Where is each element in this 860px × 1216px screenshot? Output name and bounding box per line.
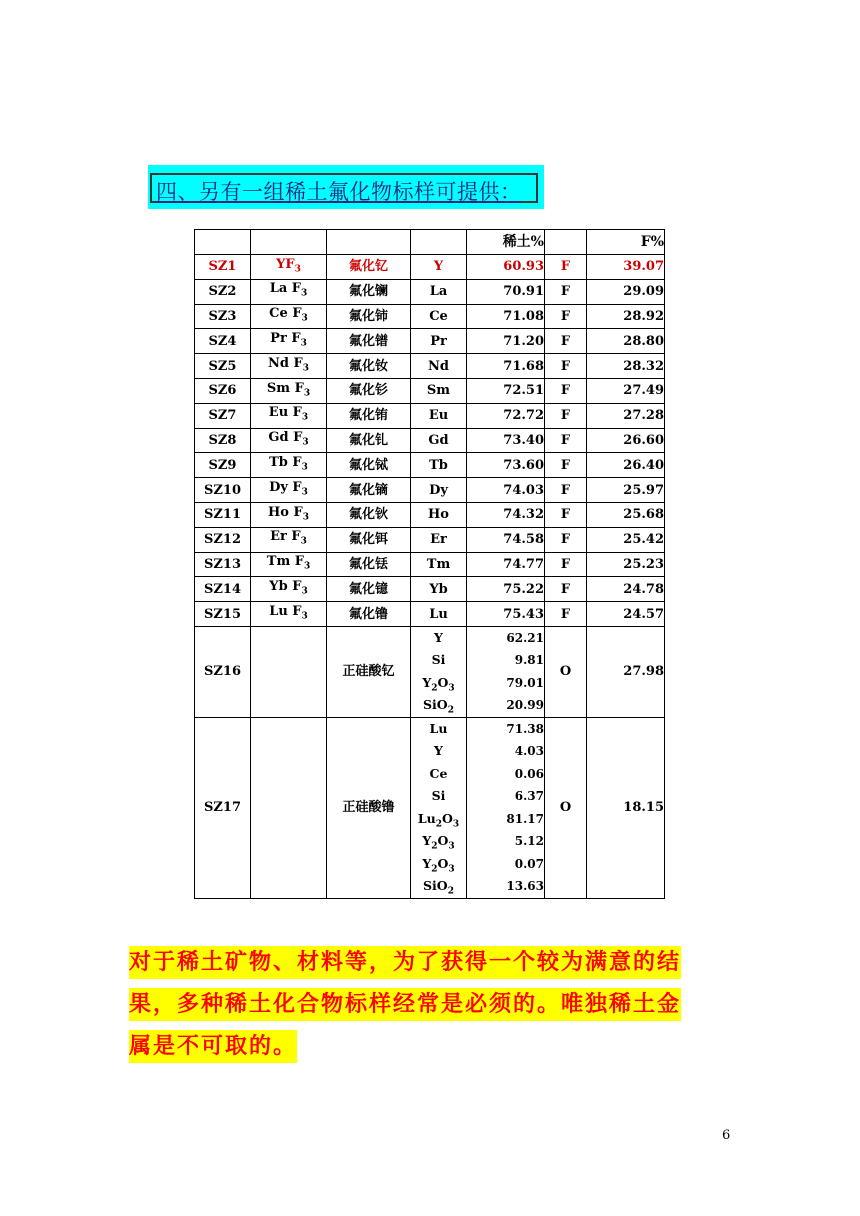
component-percent: 5.12 — [514, 834, 544, 849]
rare-earth-percent: 74.03 — [467, 478, 545, 503]
component-percent: 20.99 — [506, 698, 544, 713]
table-row — [195, 428, 665, 453]
chemical-formula: Gd $F_3$ — [251, 428, 327, 453]
sample-code: SZ1 — [195, 255, 251, 280]
formula-subscript: 3 — [301, 487, 308, 498]
chemical-formula: Ce $F_3$ — [251, 304, 327, 329]
table-row — [195, 403, 665, 428]
compound-name: 氟化镧 — [327, 279, 411, 304]
table-row-multi — [195, 717, 665, 898]
anion-percent: 28.92 — [587, 304, 665, 329]
rare-earth-percent: 71.08 — [467, 304, 545, 329]
formula-subscript: 3 — [294, 264, 301, 275]
anion-symbol: F — [545, 304, 587, 329]
element-symbol: Si — [431, 652, 446, 668]
table-header-row — [195, 230, 665, 255]
formula-subscript: 3 — [301, 586, 308, 597]
sample-code: SZ9 — [195, 453, 251, 478]
table-header-cell — [327, 230, 411, 255]
sample-code: SZ2 — [195, 279, 251, 304]
anion-symbol: F — [545, 329, 587, 354]
chemical-formula-empty — [251, 717, 327, 898]
anion-percent: 24.78 — [587, 577, 665, 602]
page-number: 6 — [722, 1128, 731, 1143]
fluoride-standards-table — [194, 229, 665, 899]
element-symbol: Er — [411, 527, 467, 552]
section-heading: 四、另有一组稀土氟化物标样可提供： — [156, 180, 522, 204]
table-row — [195, 453, 665, 478]
anion-percent: 28.80 — [587, 329, 665, 354]
chemical-formula-empty — [251, 626, 327, 717]
element-symbol: $Y_2O_3$ — [422, 855, 455, 875]
anion-percent: 28.32 — [587, 354, 665, 379]
formula-subscript: 3 — [300, 536, 307, 547]
table-row — [195, 255, 665, 280]
element-symbol: Ce — [429, 765, 448, 781]
rare-earth-percent: 74.32 — [467, 502, 545, 527]
chemical-formula: Dy $F_3$ — [251, 478, 327, 503]
sample-code — [195, 626, 251, 717]
table-row — [195, 478, 665, 503]
sample-code: SZ14 — [195, 577, 251, 602]
table-row-multi — [195, 626, 665, 717]
callout-note — [129, 942, 733, 1068]
anion-percent: 25.97 — [587, 478, 665, 503]
element-symbol: SiO$_2$ — [423, 878, 454, 897]
chemical-formula: Lu $F_3$ — [251, 602, 327, 627]
element-symbol: Lu — [429, 720, 448, 736]
component-percent: 13.63 — [506, 879, 544, 894]
formula-subscript: 3 — [300, 338, 307, 349]
formula-subscript: 3 — [301, 288, 308, 299]
anion-percent — [587, 626, 665, 717]
table-row — [195, 329, 665, 354]
chemical-formula: Tb $F_3$ — [251, 453, 327, 478]
compound-name: 氟化钆 — [327, 428, 411, 453]
table-row — [195, 527, 665, 552]
rare-earth-percent: 72.51 — [467, 378, 545, 403]
anion-percent: 26.60 — [587, 428, 665, 453]
element-symbol: Tb — [411, 453, 467, 478]
formula-subscript: 3 — [302, 363, 309, 374]
anion-symbol: F — [545, 255, 587, 280]
compound-name — [327, 626, 411, 717]
formula-subscript: 3 — [301, 462, 308, 473]
component-percent: 62.21 — [506, 630, 544, 645]
chemical-formula: Tm $F_3$ — [251, 552, 327, 577]
element-symbol: Y — [434, 743, 443, 759]
anion-percent: 27.49 — [587, 378, 665, 403]
table-row — [195, 552, 665, 577]
table-header-cell — [251, 230, 327, 255]
compound-name: 氟化铈 — [327, 304, 411, 329]
compound-name-text: 正硅酸镥 — [342, 799, 395, 815]
element-symbol: Eu — [411, 403, 467, 428]
sample-code: SZ8 — [195, 428, 251, 453]
percent-list — [467, 626, 545, 717]
anion-percent: 26.40 — [587, 453, 665, 478]
rare-earth-percent: 71.20 — [467, 329, 545, 354]
sample-code: SZ12 — [195, 527, 251, 552]
table-row — [195, 279, 665, 304]
formula-subscript: 3 — [303, 561, 311, 572]
rare-earth-percent: 74.77 — [467, 552, 545, 577]
compound-name: 氟化镨 — [327, 329, 411, 354]
table-header-cell: F% — [587, 230, 665, 255]
chemical-formula: Sm $F_3$ — [251, 378, 327, 403]
anion-symbol: F — [545, 502, 587, 527]
chemical-formula: Er $F_3$ — [251, 527, 327, 552]
sample-code: SZ5 — [195, 354, 251, 379]
compound-name: 氟化铕 — [327, 403, 411, 428]
anion-symbol: F — [545, 403, 587, 428]
compound-name: 氟化镥 — [327, 602, 411, 627]
formula-subscript: 3 — [302, 437, 309, 448]
section-heading-box — [150, 173, 538, 203]
anion-percent-text: 18.15 — [623, 799, 664, 815]
element-list — [411, 717, 467, 898]
component-percent: 0.07 — [514, 856, 544, 871]
anion-symbol — [545, 717, 587, 898]
callout-line: 果，多种稀土化合物标样经常是必须的。唯独稀土金 — [129, 988, 681, 1021]
compound-name-text: 正硅酸钇 — [342, 663, 395, 679]
sample-code: SZ13 — [195, 552, 251, 577]
element-symbol: $Y_2O_3$ — [422, 674, 455, 694]
sample-code: SZ7 — [195, 403, 251, 428]
anion-symbol: F — [545, 453, 587, 478]
table-row — [195, 502, 665, 527]
formula-subscript: 3 — [302, 512, 309, 523]
anion-percent: 24.57 — [587, 602, 665, 627]
chemical-formula: Ho $F_3$ — [251, 502, 327, 527]
table-header-cell: 稀土% — [467, 230, 545, 255]
chemical-formula: $YF_3$ — [251, 255, 327, 280]
anion-symbol: F — [545, 279, 587, 304]
rare-earth-percent: 74.58 — [467, 527, 545, 552]
sample-code-text: SZ17 — [204, 799, 241, 815]
component-percent: 71.38 — [506, 721, 544, 736]
element-symbol: Sm — [411, 378, 467, 403]
anion-symbol-text: O — [559, 799, 572, 815]
element-symbol: Y — [411, 255, 467, 280]
compound-name: 氟化铒 — [327, 527, 411, 552]
component-percent: 9.81 — [514, 653, 544, 668]
rare-earth-percent: 70.91 — [467, 279, 545, 304]
sample-code: SZ11 — [195, 502, 251, 527]
compound-name: 氟化铽 — [327, 453, 411, 478]
callout-line: 属是不可取的。 — [129, 1030, 297, 1063]
element-symbol: Yb — [411, 577, 467, 602]
element-symbol: La — [411, 279, 467, 304]
anion-percent-text: 27.98 — [623, 663, 664, 679]
rare-earth-percent: 73.60 — [467, 453, 545, 478]
chemical-formula: Pr $F_3$ — [251, 329, 327, 354]
sample-code: SZ10 — [195, 478, 251, 503]
element-symbol: SiO$_2$ — [423, 697, 454, 716]
callout-line: 对于稀土矿物、材料等，为了获得一个较为满意的结 — [129, 946, 681, 979]
compound-name — [327, 717, 411, 898]
anion-percent — [587, 717, 665, 898]
compound-name: 氟化钕 — [327, 354, 411, 379]
rare-earth-percent: 60.93 — [467, 255, 545, 280]
table-header-cell — [411, 230, 467, 255]
chemical-formula: La $F_3$ — [251, 279, 327, 304]
sample-code: SZ15 — [195, 602, 251, 627]
element-symbol: Gd — [411, 428, 467, 453]
element-symbol: Dy — [411, 478, 467, 503]
component-percent: 79.01 — [506, 675, 544, 690]
sample-code: SZ3 — [195, 304, 251, 329]
table-row — [195, 378, 665, 403]
anion-symbol: F — [545, 354, 587, 379]
element-symbol: Ho — [411, 502, 467, 527]
table-header-cell — [195, 230, 251, 255]
anion-symbol: F — [545, 602, 587, 627]
element-symbol: Nd — [411, 354, 467, 379]
chemical-formula: Nd $F_3$ — [251, 354, 327, 379]
anion-percent: 29.09 — [587, 279, 665, 304]
element-list — [411, 626, 467, 717]
component-percent: 6.37 — [514, 789, 544, 804]
table-row — [195, 577, 665, 602]
compound-name: 氟化镝 — [327, 478, 411, 503]
element-symbol: $Y_2O_3$ — [422, 833, 455, 852]
chemical-formula: Eu $F_3$ — [251, 403, 327, 428]
anion-symbol: F — [545, 478, 587, 503]
element-symbol: Ce — [411, 304, 467, 329]
table-row — [195, 354, 665, 379]
anion-percent: 39.07 — [587, 255, 665, 280]
component-percent: 81.17 — [506, 811, 544, 826]
anion-percent: 27.28 — [587, 403, 665, 428]
table-header-cell — [545, 230, 587, 255]
rare-earth-percent: 73.40 — [467, 428, 545, 453]
element-symbol: Si — [431, 788, 446, 804]
compound-name: 氟化镱 — [327, 577, 411, 602]
percent-list — [467, 717, 545, 898]
rare-earth-percent: 71.68 — [467, 354, 545, 379]
anion-symbol-text: O — [559, 663, 572, 679]
element-symbol: Y — [434, 629, 443, 645]
component-percent: 0.06 — [514, 766, 544, 781]
section-heading-banner — [148, 165, 544, 209]
compound-name: 氟化钐 — [327, 378, 411, 403]
formula-subscript: 3 — [301, 313, 308, 324]
sample-code-text: SZ16 — [204, 663, 241, 679]
element-symbol: Pr — [411, 329, 467, 354]
sample-code: SZ6 — [195, 378, 251, 403]
element-symbol: Tm — [411, 552, 467, 577]
anion-percent: 25.68 — [587, 502, 665, 527]
component-percent: 4.03 — [514, 744, 544, 759]
chemical-formula: Yb $F_3$ — [251, 577, 327, 602]
formula-subscript: 3 — [301, 412, 309, 423]
compound-name: 氟化钇 — [327, 255, 411, 280]
rare-earth-percent: 72.72 — [467, 403, 545, 428]
sample-code — [195, 717, 251, 898]
anion-symbol: F — [545, 577, 587, 602]
formula-subscript: 3 — [301, 611, 308, 622]
table-row — [195, 602, 665, 627]
rare-earth-percent: 75.43 — [467, 602, 545, 627]
anion-percent: 25.42 — [587, 527, 665, 552]
compound-name: 氟化钬 — [327, 502, 411, 527]
element-symbol: $Lu_2O_3$ — [417, 810, 460, 830]
anion-symbol: F — [545, 527, 587, 552]
sample-code: SZ4 — [195, 329, 251, 354]
anion-symbol: F — [545, 428, 587, 453]
element-symbol: Lu — [411, 602, 467, 627]
compound-name: 氟化铥 — [327, 552, 411, 577]
anion-symbol: F — [545, 552, 587, 577]
formula-subscript: 3 — [303, 388, 311, 399]
table-row — [195, 304, 665, 329]
anion-symbol: F — [545, 378, 587, 403]
anion-percent: 25.23 — [587, 552, 665, 577]
anion-symbol — [545, 626, 587, 717]
rare-earth-percent: 75.22 — [467, 577, 545, 602]
